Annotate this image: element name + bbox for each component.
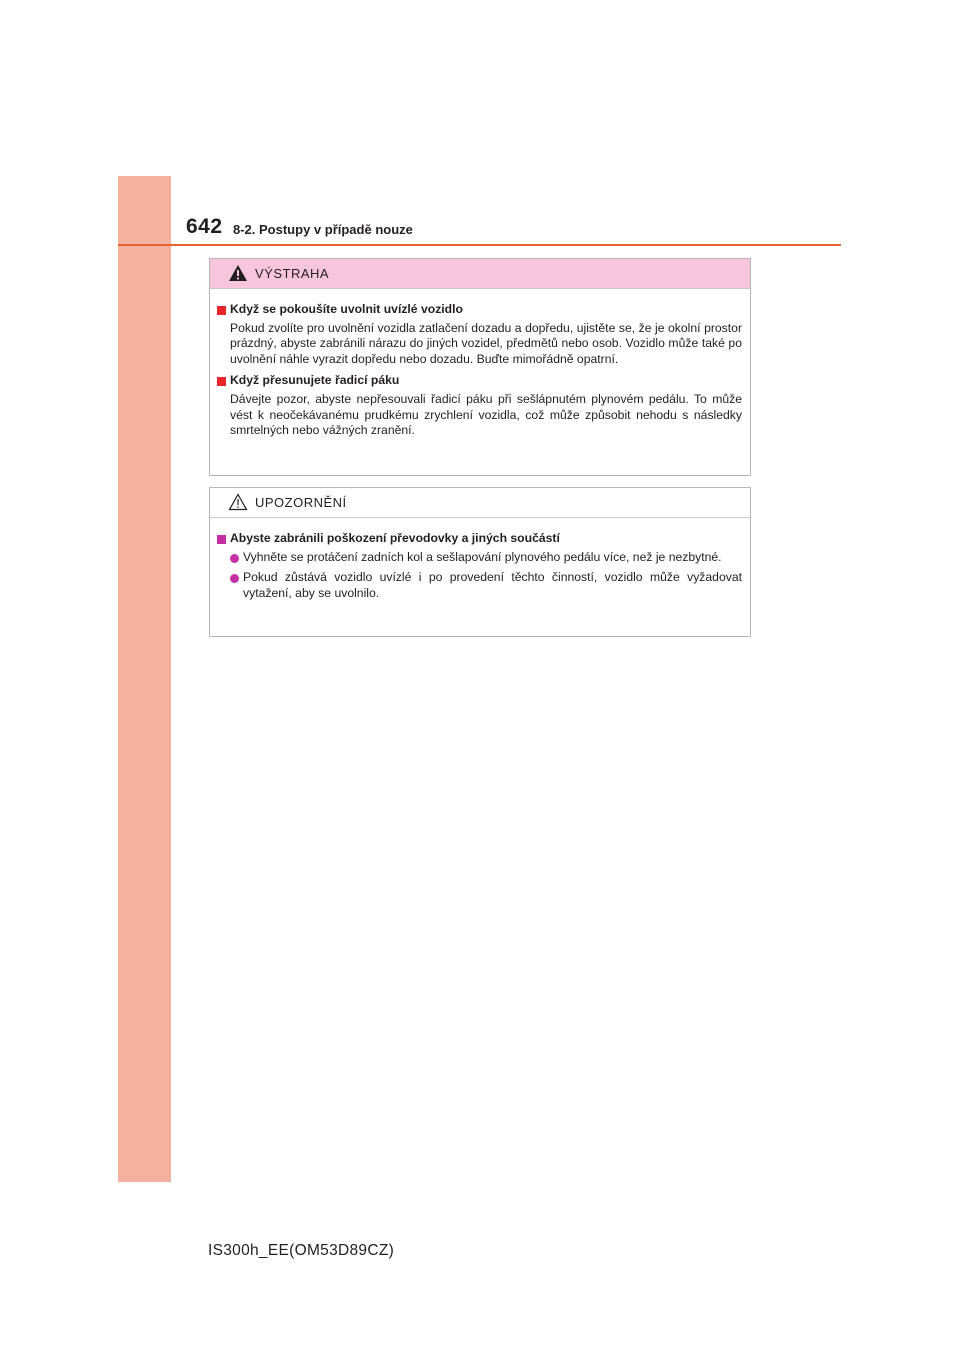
section-title: 8-2. Postupy v případě nouze: [233, 222, 413, 237]
warning-item-title: [217, 373, 742, 389]
notice-header: [210, 488, 750, 518]
notice-body: [210, 518, 750, 601]
square-bullet-icon: [217, 535, 226, 544]
square-bullet-icon: [217, 306, 226, 315]
notice-label: UPOZORNĚNÍ: [255, 495, 347, 510]
warning-item-title-text: Když přesunujete řadicí páku: [230, 373, 400, 388]
round-bullet-icon: [230, 554, 239, 563]
notice-item-title-text: Abyste zabránili poškození převodovky a jiných součástí: [230, 531, 560, 545]
header-rule: [118, 244, 841, 246]
notice-bullet: [217, 570, 742, 601]
warning-item-title: [217, 302, 742, 318]
square-bullet-icon: [217, 377, 226, 386]
warning-header: [210, 259, 750, 289]
warning-body: [210, 289, 750, 439]
page-number: 642: [186, 215, 223, 238]
warning-triangle-icon: [228, 264, 248, 282]
notice-bullet-text: Pokud zůstává vozidlo uvízlé i po provedení těchto činností, vozidlo může vyžadovat vytažení, aby se uvolnilo.: [243, 570, 742, 600]
caution-triangle-outline-icon: [228, 493, 248, 511]
warning-box: [209, 258, 751, 476]
warning-item-text: Pokud zvolíte pro uvolnění vozidla zatlačení dozadu a dopředu, ujistěte se, že je okolní prostor prázdný, abyste zabránili nárazu do jiných vozidel, předmětů nebo osob. Vozidlo může také po uvolnění náhle vyrazit dopředu nebo dozadu. Buďte mimořádně opatrní.: [230, 320, 742, 366]
document-code: IS300h_EE(OM53D89CZ): [208, 1242, 395, 1259]
warning-item-text: Dávejte pozor, abyste nepřesouvali řadicí páku při sešlápnutém plynovém pedálu. To může vést k neočekávanému prudkému zrychlení vozidla, což může způsobit nehodu s následky smrtelných nebo vážných zranění.: [230, 391, 742, 438]
notice-bullet: [217, 550, 742, 566]
round-bullet-icon: [230, 574, 239, 583]
warning-label: VÝSTRAHA: [255, 266, 330, 281]
notice-box: [209, 487, 751, 637]
notice-bullet-text: Vyhněte se protáčení zadních kol a sešlapování plynového pedálu více, než je nezbytné.: [243, 549, 722, 564]
notice-item-title: [217, 531, 742, 547]
warning-item-title-text: Když se pokoušíte uvolnit uvízlé vozidlo: [230, 302, 463, 316]
chapter-sidebar-tab: [118, 176, 171, 1182]
